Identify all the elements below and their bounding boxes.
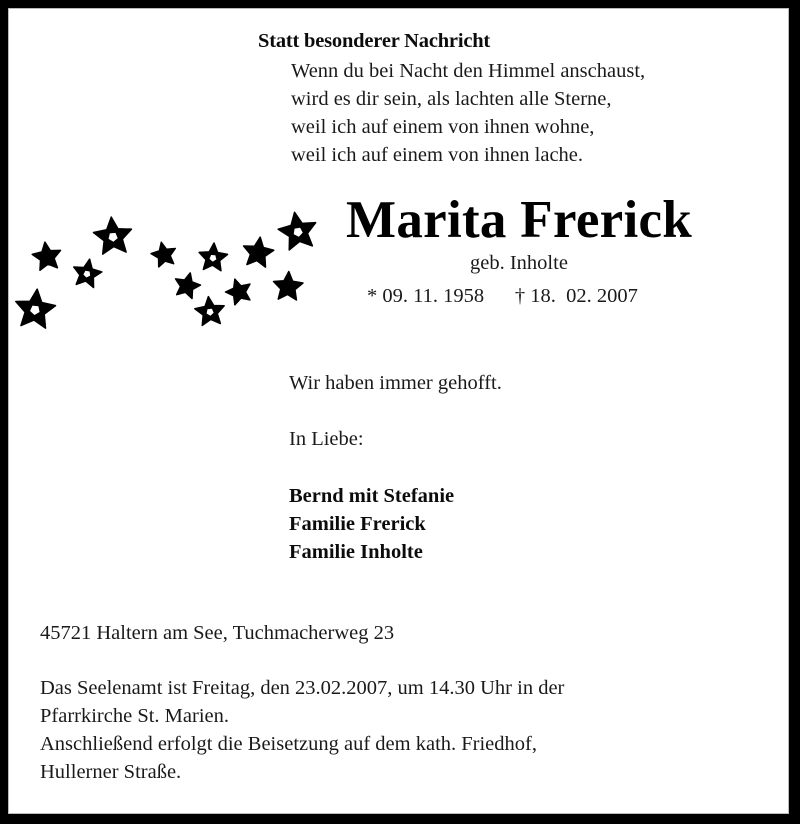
address-line: 45721 Haltern am See, Tuchmacherweg 23 xyxy=(40,622,395,644)
message-text: Wir haben immer gehofft. xyxy=(289,372,502,394)
star-icon xyxy=(241,235,275,268)
hollow-star-icon xyxy=(13,287,57,329)
service-info-line-2: Pfarrkirche St. Marien. xyxy=(40,705,229,727)
mourner-1: Bernd mit Stefanie xyxy=(289,485,455,507)
life-dates: * 09. 11. 1958 † 18. 02. 2007 xyxy=(367,285,638,307)
hollow-star-icon xyxy=(194,295,226,326)
star-icon xyxy=(223,275,255,306)
hollow-star-icon xyxy=(276,209,320,251)
star-icon xyxy=(172,270,203,300)
poem-line-4: weil ich auf einem von ihnen lache. xyxy=(291,144,584,166)
star-icon xyxy=(273,271,304,301)
service-info-line-4: Hullerner Straße. xyxy=(40,761,182,783)
poem-line-1: Wenn du bei Nacht den Himmel anschaust, xyxy=(291,60,646,82)
mourner-3: Familie Inholte xyxy=(289,541,423,563)
service-info-line-1: Das Seelenamt ist Freitag, den 23.02.2007, um 14.30 Uhr in der xyxy=(40,677,565,699)
star-icon xyxy=(149,240,178,268)
obituary-notice xyxy=(8,8,789,814)
notice-header: Statt besonderer Nachricht xyxy=(258,30,491,52)
deceased-name: Marita Frerick xyxy=(346,191,693,249)
service-info-line-3: Anschließend erfolgt die Beisetzung auf dem kath. Friedhof, xyxy=(40,733,537,755)
hollow-star-icon xyxy=(71,257,104,289)
mourner-2: Familie Frerick xyxy=(289,513,426,535)
poem-line-3: weil ich auf einem von ihnen wohne, xyxy=(291,116,595,138)
closing-text: In Liebe: xyxy=(289,428,364,450)
hollow-star-icon xyxy=(92,215,133,254)
hollow-star-icon xyxy=(198,242,228,271)
maiden-name: geb. Inholte xyxy=(470,252,568,274)
poem-line-2: wird es dir sein, als lachten alle Sterne, xyxy=(291,88,612,110)
star-icon xyxy=(31,240,63,271)
